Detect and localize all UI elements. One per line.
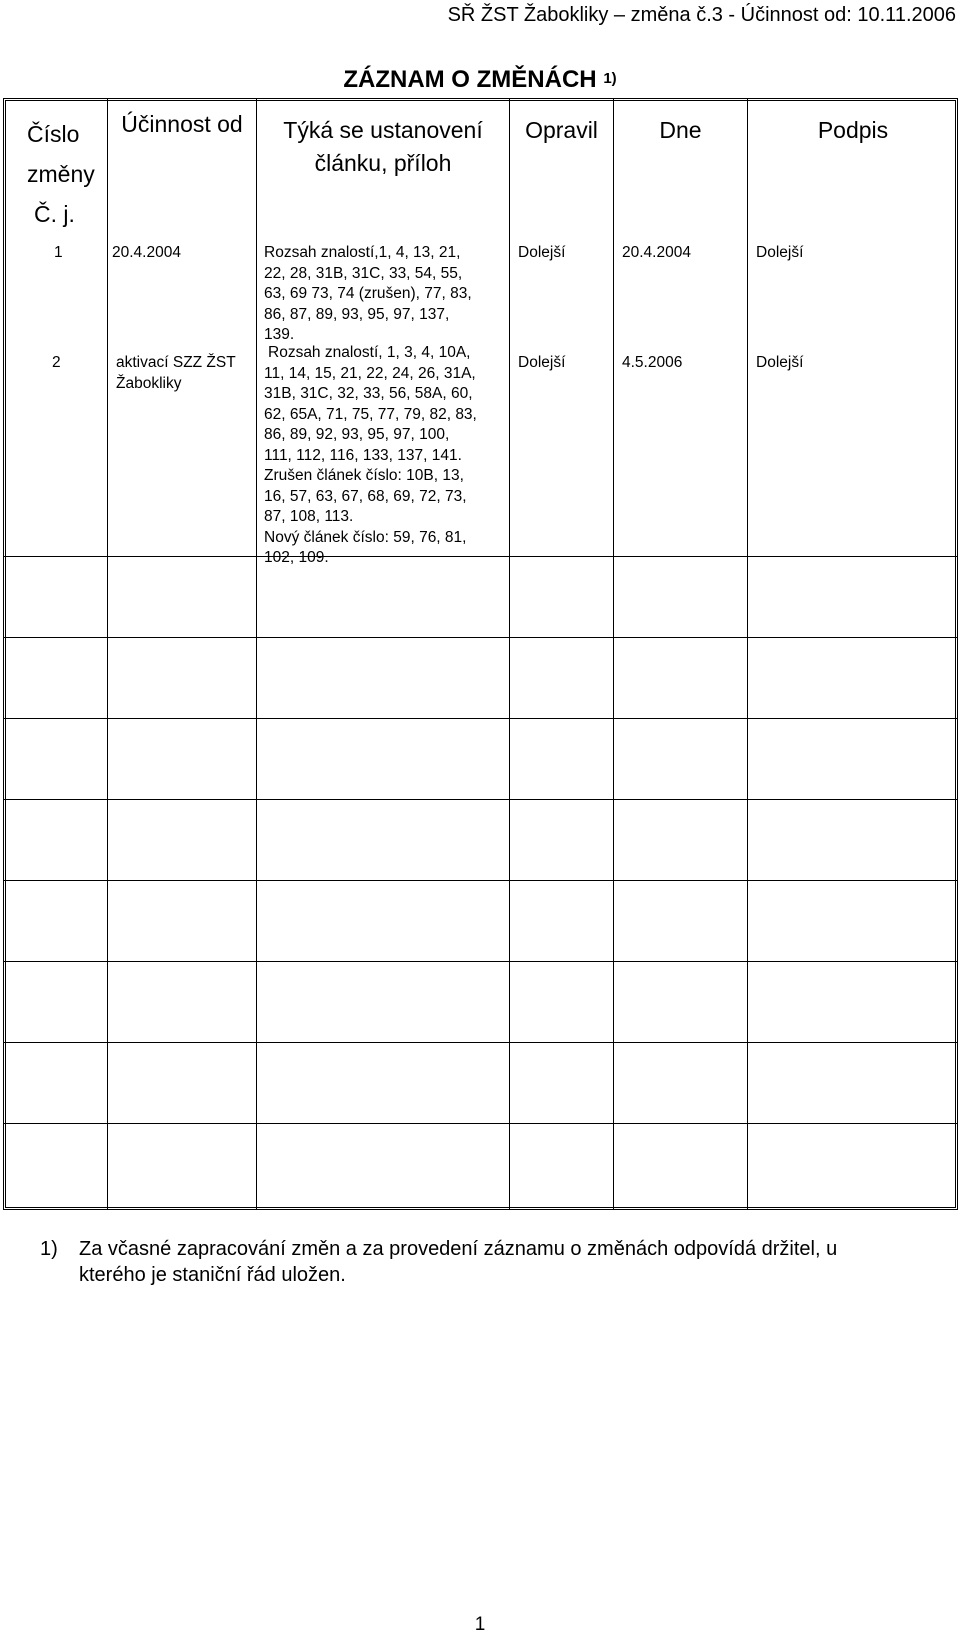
- row2-tyka-line: 87, 108, 113.: [264, 508, 354, 525]
- row2-tyka-line: 86, 89, 92, 93, 95, 97, 100,: [264, 426, 450, 443]
- header-cislo-zmeny: [14, 114, 104, 234]
- column-divider: [509, 98, 510, 1210]
- row2-dne: 4.5.2006: [622, 354, 683, 371]
- footnote-line: Za včasné zapracování změn a za provedení záznamu o změnách odpovídá držitel, u: [79, 1238, 838, 1260]
- row2-tyka-line: 102, 109.: [264, 549, 329, 566]
- row2-ucinnost-line: aktivací SZZ ŽST: [116, 354, 236, 371]
- row2-ucinnost-line: Žabokliky: [116, 374, 182, 392]
- header-tyka-se: [257, 114, 509, 180]
- row-divider: [3, 961, 958, 962]
- header-cislo-line2: změny: [27, 161, 95, 187]
- title-text: ZÁZNAM O ZMĚNÁCH: [343, 66, 597, 93]
- header-opravil: Opravil: [525, 117, 598, 143]
- row2-tyka-line: 31B, 31C, 32, 33, 56, 58A, 60,: [264, 385, 473, 402]
- page-header: SŘ ŽST Žabokliky – změna č.3 - Účinnost od: 10.11.2006: [447, 4, 956, 26]
- footnote-number: 1): [40, 1238, 58, 1260]
- row2-tyka-line: Zrušen článek číslo: 10B, 13,: [264, 467, 464, 484]
- page-number: 1: [474, 1614, 486, 1635]
- header-podpis: Podpis: [817, 117, 889, 143]
- row1-cislo: 1: [54, 244, 63, 261]
- row2-tyka-line: Nový článek číslo: 59, 76, 81,: [264, 528, 467, 546]
- row1-tyka-line: 22, 28, 31B, 31C, 33, 54, 55,: [264, 264, 463, 282]
- row-divider: [3, 718, 958, 719]
- row-divider: [3, 880, 958, 881]
- row2-tyka-line: 16, 57, 63, 67, 68, 69, 72, 73,: [264, 487, 467, 505]
- row1-tyka-line: Rozsah znalostí,1, 4, 13, 21,: [264, 244, 461, 261]
- column-divider: [256, 98, 257, 1210]
- row2-tyka: [264, 343, 477, 569]
- row2-tyka-line: 111, 112, 116, 133, 137, 141.: [264, 446, 462, 464]
- header-cislo-line3: Č. j.: [34, 201, 75, 227]
- row1-tyka-line: 139.: [264, 326, 295, 343]
- change-record-table: [3, 98, 958, 1210]
- footnote-text: [79, 1236, 959, 1288]
- header-dne: Dne: [659, 117, 702, 143]
- row1-tyka-line: 63, 69 73, 74 (zrušen), 77, 83,: [264, 285, 472, 302]
- row-divider: [3, 799, 958, 800]
- header-tyka-line2: článku, příloh: [314, 150, 452, 176]
- row1-opravil: Dolejší: [518, 244, 566, 261]
- row-divider: [3, 1042, 958, 1043]
- row2-tyka-line: 62, 65A, 71, 75, 77, 79, 82, 83,: [264, 405, 477, 423]
- row2-podpis: Dolejší: [756, 354, 804, 371]
- page-title: [0, 66, 960, 94]
- row2-opravil: Dolejší: [518, 354, 566, 371]
- row2-cislo: 2: [52, 354, 61, 371]
- header-cislo-line1: Číslo: [27, 121, 80, 147]
- column-divider: [613, 98, 614, 1210]
- row2-tyka-line: Rozsah znalostí, 1, 3, 4, 10A,: [268, 344, 471, 361]
- row2-ucinnost: [116, 353, 236, 394]
- row-divider: [3, 1123, 958, 1124]
- row1-tyka-line: 86, 87, 89, 93, 95, 97, 137,: [264, 305, 450, 323]
- title-footnote-ref: 1): [603, 70, 617, 87]
- column-divider: [107, 98, 108, 1210]
- row1-dne: 20.4.2004: [622, 244, 691, 261]
- column-divider: [747, 98, 748, 1210]
- row-divider: [3, 637, 958, 638]
- row1-podpis: Dolejší: [756, 244, 804, 261]
- row-divider: [3, 556, 958, 557]
- header-ucinnost-od: Účinnost od: [121, 111, 243, 137]
- row1-tyka: [264, 243, 472, 346]
- row1-ucinnost: 20.4.2004: [112, 244, 181, 261]
- row2-tyka-line: 11, 14, 15, 21, 22, 24, 26, 31A,: [264, 364, 476, 382]
- header-tyka-line1: Týká se ustanovení: [283, 117, 483, 143]
- footnote-line: kterého je staniční řád uložen.: [79, 1264, 346, 1286]
